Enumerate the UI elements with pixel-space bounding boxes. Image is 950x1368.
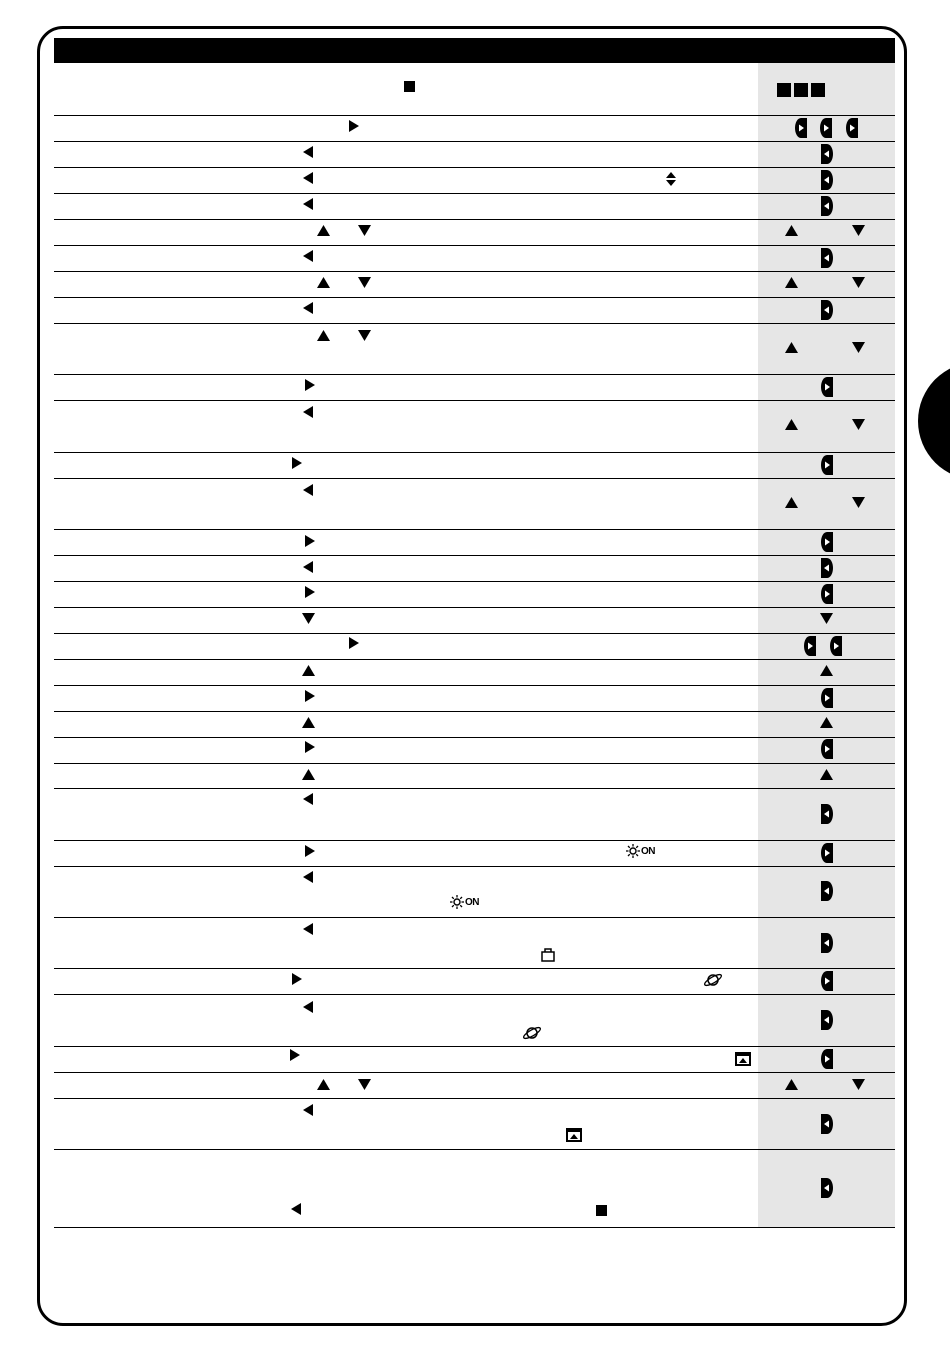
gate-icon	[735, 1052, 751, 1066]
stop-square-icon	[596, 1205, 607, 1216]
table-row	[54, 219, 895, 246]
play-right-icon	[305, 379, 315, 391]
table-row	[54, 917, 895, 969]
button-right-icon	[821, 532, 833, 552]
play-right-icon	[290, 1049, 300, 1061]
planet-icon	[703, 972, 723, 988]
arrow-up-icon	[785, 497, 798, 508]
button-left-icon	[821, 196, 833, 216]
arrow-up-icon	[302, 769, 315, 780]
arrow-up-icon	[317, 277, 330, 288]
table-row	[54, 685, 895, 712]
button-left-icon	[821, 804, 833, 824]
table-row	[54, 323, 895, 375]
arrow-up-icon	[302, 717, 315, 728]
arrow-up-icon	[785, 277, 798, 288]
arrow-up-icon	[317, 330, 330, 341]
button-left-icon	[821, 881, 833, 901]
up-down-icon	[666, 172, 676, 186]
play-right-icon	[292, 973, 302, 985]
play-right-icon	[349, 120, 359, 132]
button-right-icon	[821, 688, 833, 708]
table-row	[54, 297, 895, 324]
arrow-down-icon	[358, 330, 371, 341]
arrow-up-icon	[820, 769, 833, 780]
planet-icon	[522, 1025, 542, 1041]
lock-icon	[541, 948, 555, 962]
button-left-icon	[821, 1114, 833, 1134]
table-row	[54, 968, 895, 995]
table-row	[54, 763, 895, 789]
table-row	[54, 659, 895, 686]
key-1-icon	[777, 83, 791, 97]
light-on-label: ON	[465, 896, 479, 908]
arrow-left-icon	[303, 793, 313, 805]
arrow-down-icon	[852, 225, 865, 236]
table-row	[54, 115, 895, 142]
side-thumb-tab	[918, 362, 950, 480]
table-row	[54, 1149, 895, 1228]
button-left-icon	[821, 1178, 833, 1198]
light-on-icon	[626, 844, 655, 858]
arrow-left-icon	[303, 484, 313, 496]
play-right-icon	[305, 535, 315, 547]
table-row	[54, 1098, 895, 1150]
table-row	[54, 452, 895, 479]
sun-icon	[450, 895, 464, 909]
table-row	[54, 271, 895, 298]
arrow-left-icon	[303, 871, 313, 883]
button-left-icon	[821, 1010, 833, 1030]
table-row	[54, 1046, 895, 1073]
arrow-down-icon	[852, 497, 865, 508]
arrow-up-icon	[785, 419, 798, 430]
arrow-down-icon	[852, 1079, 865, 1090]
button-right-icon	[821, 739, 833, 759]
light-on-icon	[450, 895, 479, 909]
table-row	[54, 633, 895, 660]
play-right-icon	[305, 741, 315, 753]
arrow-up-icon	[820, 665, 833, 676]
table-row	[54, 737, 895, 764]
table-row	[54, 63, 895, 116]
arrow-down-icon	[358, 225, 371, 236]
column-header-keys	[777, 83, 825, 97]
table-row	[54, 193, 895, 220]
table-row	[54, 400, 895, 453]
arrow-left-icon	[303, 172, 313, 184]
button-left-icon	[821, 248, 833, 268]
play-right-icon	[349, 637, 359, 649]
gate-icon	[566, 1128, 582, 1142]
button-left-icon	[821, 300, 833, 320]
table-row	[54, 581, 895, 608]
arrow-left-icon	[303, 923, 313, 935]
table-row	[54, 607, 895, 634]
table-row	[54, 840, 895, 867]
arrow-down-icon	[852, 342, 865, 353]
table-row	[54, 167, 895, 194]
table-row	[54, 141, 895, 168]
table-row	[54, 374, 895, 401]
key-3-icon	[811, 83, 825, 97]
arrow-left-icon	[303, 302, 313, 314]
arrow-up-icon	[302, 665, 315, 676]
arrow-up-icon	[785, 1079, 798, 1090]
sun-icon	[626, 844, 640, 858]
arrow-down-icon	[358, 277, 371, 288]
table-row	[54, 994, 895, 1047]
header-bar	[54, 38, 895, 63]
arrow-up-icon	[785, 225, 798, 236]
table-row	[54, 866, 895, 918]
arrow-left-icon	[303, 561, 313, 573]
arrow-up-icon	[785, 342, 798, 353]
button-right-icon	[821, 1049, 833, 1069]
arrow-left-icon	[303, 250, 313, 262]
button-left-icon	[821, 144, 833, 164]
arrow-left-icon	[303, 406, 313, 418]
arrow-left-icon	[303, 1001, 313, 1013]
arrow-up-icon	[820, 717, 833, 728]
arrow-up-icon	[317, 225, 330, 236]
table-row	[54, 245, 895, 272]
button-right-icon	[846, 118, 858, 138]
button-right-icon	[830, 636, 842, 656]
play-right-icon	[305, 845, 315, 857]
play-right-icon	[292, 457, 302, 469]
button-right-icon	[821, 843, 833, 863]
button-left-icon	[821, 933, 833, 953]
arrow-left-icon	[303, 198, 313, 210]
light-on-label: ON	[641, 845, 655, 857]
arrow-up-icon	[317, 1079, 330, 1090]
table-row	[54, 555, 895, 582]
arrow-left-icon	[291, 1203, 301, 1215]
button-right-icon	[821, 584, 833, 604]
table-row	[54, 478, 895, 530]
arrow-left-icon	[303, 146, 313, 158]
table-row	[54, 711, 895, 738]
table-row	[54, 1072, 895, 1099]
button-right-icon	[804, 636, 816, 656]
arrow-down-icon	[302, 613, 315, 624]
arrow-down-icon	[852, 419, 865, 430]
key-2-icon	[794, 83, 808, 97]
arrow-down-icon	[852, 277, 865, 288]
button-right-icon	[820, 118, 832, 138]
button-left-icon	[821, 558, 833, 578]
button-right-icon	[821, 455, 833, 475]
stop-square-icon	[404, 81, 415, 92]
button-right-icon	[821, 377, 833, 397]
button-right-icon	[821, 971, 833, 991]
arrow-left-icon	[303, 1104, 313, 1116]
play-right-icon	[305, 586, 315, 598]
arrow-down-icon	[820, 613, 833, 624]
button-right-icon	[795, 118, 807, 138]
table-row	[54, 529, 895, 556]
table-row	[54, 788, 895, 841]
arrow-down-icon	[358, 1079, 371, 1090]
button-left-icon	[821, 170, 833, 190]
play-right-icon	[305, 690, 315, 702]
